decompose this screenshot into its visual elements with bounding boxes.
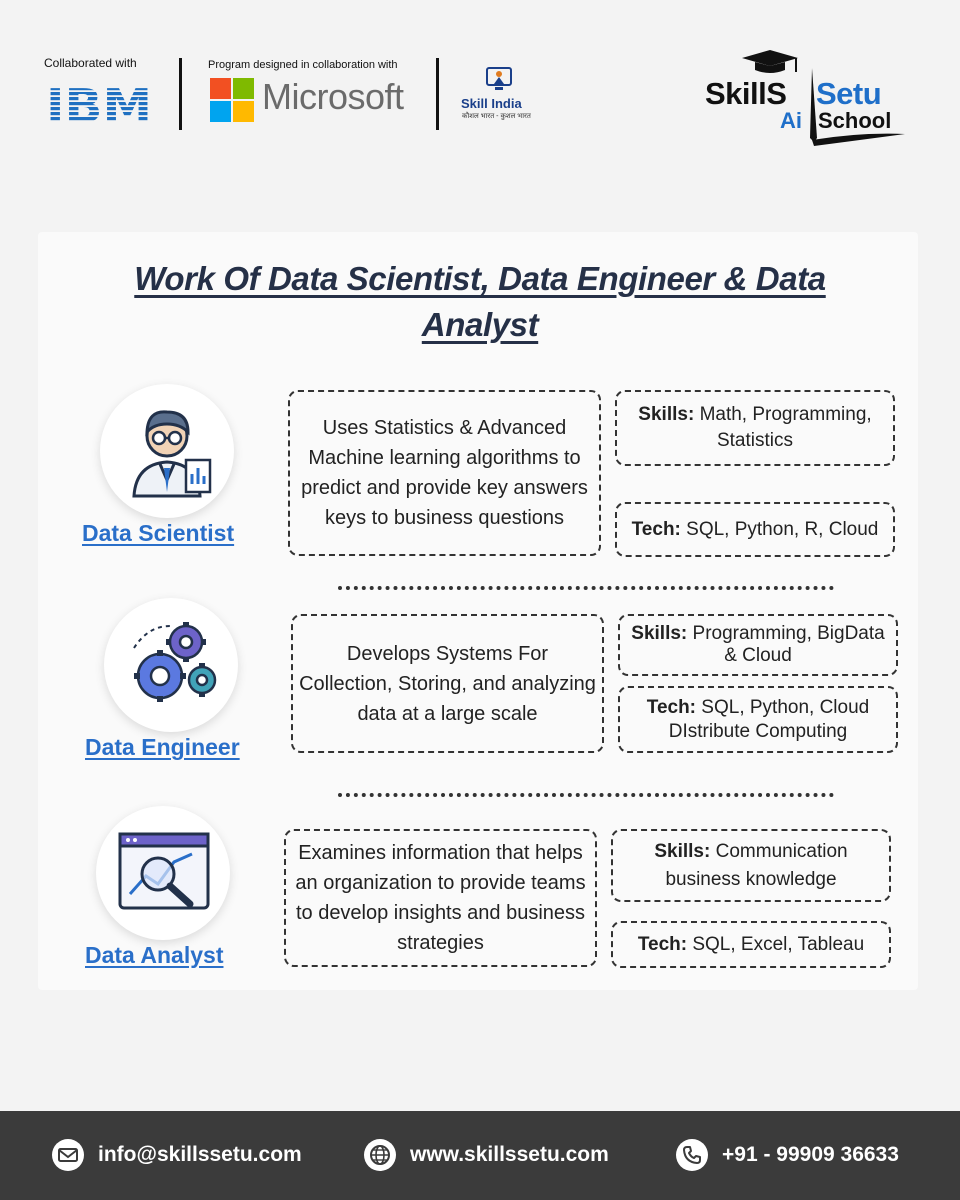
analyst-avatar — [96, 806, 230, 940]
description-text: Examines information that helps an organization to provide teams to develop insights and business strategies — [295, 842, 586, 954]
tech-value: SQL, Python, Cloud DIstribute Computing — [668, 696, 870, 742]
skills-value: Programming, BigData & Cloud — [692, 623, 885, 666]
scientist-icon — [100, 384, 234, 518]
tech-box — [611, 921, 891, 968]
microsoft-squares-icon — [210, 78, 254, 122]
tech-value: SQL, Python, R, Cloud — [686, 518, 879, 540]
tech-value: SQL, Excel, Tableau — [692, 933, 865, 955]
skills-text — [626, 623, 890, 667]
divider — [179, 58, 182, 130]
phone-icon — [676, 1139, 708, 1171]
analytics-icon — [96, 806, 230, 940]
description-text: Uses Statistics & Advanced Machine learning algorithms to predict and provide key answers keys to business questions — [301, 417, 588, 529]
skill-india-subtitle: कौशल भारत - कुशल भारत — [462, 113, 531, 120]
svg-text:IBM: IBM — [46, 82, 152, 126]
brand-word-ai: Ai — [780, 108, 802, 133]
divider — [436, 58, 439, 130]
skills-box — [611, 829, 891, 902]
skills-text — [623, 402, 887, 454]
skills-box — [618, 614, 898, 676]
tech-label: Tech: — [646, 696, 697, 718]
role-title-data-scientist[interactable]: Data Scientist — [82, 520, 235, 546]
description-box — [284, 829, 597, 967]
skills-label: Skills: — [638, 404, 695, 425]
tech-text — [638, 932, 864, 958]
skills-value: Communication business knowledge — [665, 840, 848, 890]
brand-word-setu: Setu — [816, 76, 882, 111]
tech-box — [615, 502, 895, 557]
skill-india-icon — [484, 64, 514, 94]
role-title-data-analyst[interactable]: Data Analyst — [85, 942, 224, 968]
skill-india-title: Skill India — [461, 96, 522, 111]
ibm-logo — [46, 82, 156, 126]
brand-word-skills: SkillS — [705, 76, 787, 111]
skills-value: Math, Programming, Statistics — [699, 404, 872, 451]
role-title-data-engineer[interactable]: Data Engineer — [85, 734, 240, 760]
gears-icon — [104, 598, 238, 732]
skillssetu-logo — [700, 50, 910, 150]
scientist-avatar — [100, 384, 234, 518]
collaborated-label: Collaborated with — [44, 56, 137, 70]
brand-word-school: School — [818, 108, 892, 133]
dotted-separator — [338, 586, 834, 590]
description-box — [291, 614, 604, 753]
footer-phone[interactable]: +91 - 99909 36633 — [722, 1143, 899, 1166]
tech-text — [632, 517, 879, 543]
footer — [0, 1111, 960, 1200]
skills-box — [615, 390, 895, 466]
skills-text — [619, 838, 883, 894]
dotted-separator — [338, 793, 834, 797]
skills-label: Skills: — [631, 623, 688, 644]
page-title: Work Of Data Scientist, Data Engineer & Data Analyst — [134, 260, 826, 343]
microsoft-collab-label: Program designed in collaboration with — [208, 59, 398, 71]
globe-icon — [364, 1139, 396, 1171]
description-text: Develops Systems For Collection, Storing, and analyzing data at a large scale — [299, 642, 596, 725]
footer-website[interactable]: www.skillssetu.com — [410, 1143, 609, 1166]
tech-label: Tech: — [637, 933, 688, 955]
skills-label: Skills: — [654, 840, 711, 862]
tech-box — [618, 686, 898, 753]
microsoft-wordmark: Microsoft — [262, 76, 404, 117]
tech-label: Tech: — [631, 518, 681, 540]
tech-text — [626, 696, 890, 744]
description-box — [288, 390, 601, 556]
engineer-avatar — [104, 598, 238, 732]
email-icon — [52, 1139, 84, 1171]
footer-email[interactable]: info@skillssetu.com — [98, 1143, 302, 1166]
